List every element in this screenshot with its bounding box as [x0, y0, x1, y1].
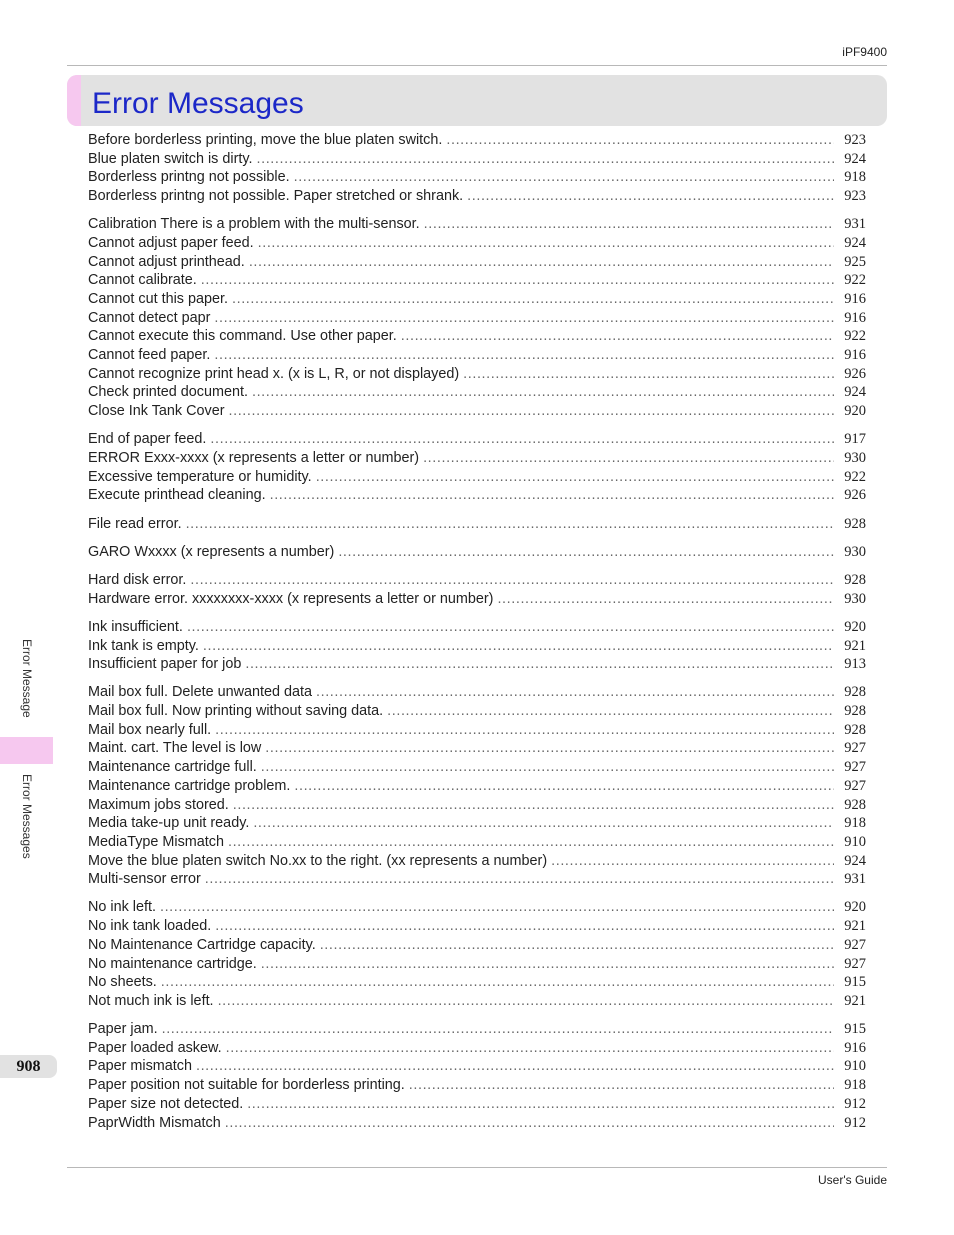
index-entry[interactable] — [88, 1039, 866, 1058]
dot-leader — [253, 814, 834, 833]
sidebar-section-marker — [0, 737, 53, 764]
dot-leader — [265, 739, 834, 758]
entry-page-number[interactable]: 921 — [844, 918, 866, 935]
entry-page-number[interactable]: 916 — [844, 291, 866, 307]
entry-label[interactable]: Paper jam. — [88, 1021, 158, 1038]
entry-label[interactable]: Check printed document. — [88, 384, 248, 401]
entry-label[interactable]: Cannot execute this command. Use other paper. — [88, 328, 397, 345]
entry-label[interactable]: Blue platen switch is dirty. — [88, 150, 253, 167]
dot-leader — [210, 430, 834, 449]
entry-label[interactable]: Ink tank is empty. — [88, 637, 199, 654]
dot-leader — [261, 758, 834, 777]
dot-leader — [205, 870, 834, 889]
entry-label[interactable]: No Maintenance Cartridge capacity. — [88, 936, 316, 953]
entry-label[interactable]: Excessive temperature or humidity. — [88, 468, 312, 485]
entry-label[interactable]: Mail box full. Now printing without saving data. — [88, 703, 384, 720]
dot-leader — [190, 571, 834, 590]
dot-leader — [423, 449, 834, 468]
index-entry[interactable] — [88, 402, 866, 421]
entry-page-number[interactable]: 927 — [844, 777, 866, 794]
index-entry[interactable] — [88, 1095, 866, 1114]
entry-page-number[interactable]: 912 — [844, 1114, 866, 1131]
entry-label[interactable]: Calibration There is a problem with the multi-sensor. — [88, 216, 420, 233]
entry-label[interactable]: Media take-up unit ready. — [88, 815, 250, 832]
index-entry[interactable] — [88, 346, 866, 365]
dot-leader — [196, 1057, 834, 1076]
entry-page-number[interactable]: 921 — [844, 992, 866, 1009]
index-entry[interactable] — [88, 683, 866, 702]
entry-page-number[interactable]: 922 — [844, 468, 866, 485]
entry-page-number[interactable]: 931 — [844, 216, 866, 233]
dot-leader — [252, 383, 834, 402]
entry-label[interactable]: Mail box full. Delete unwanted data — [88, 684, 312, 701]
dot-leader — [215, 721, 834, 740]
dot-leader — [338, 543, 834, 562]
entry-page-number[interactable]: 916 — [844, 1039, 866, 1056]
entry-page-number[interactable]: 918 — [844, 815, 866, 832]
index-entry[interactable] — [88, 383, 866, 402]
entry-page-number[interactable]: 918 — [844, 1077, 866, 1094]
entry-label[interactable]: MediaType Mismatch — [88, 833, 224, 850]
printer-model: iPF9400 — [842, 45, 887, 59]
index-entry[interactable] — [88, 833, 866, 852]
entry-label[interactable]: Maint. cart. The level is low — [88, 740, 262, 757]
entry-page-number[interactable]: 910 — [844, 833, 866, 850]
entry-label[interactable]: Hardware error. xxxxxxxx-xxxx (x represents a letter or number) — [88, 590, 494, 607]
dot-leader — [162, 1020, 834, 1039]
dot-leader — [446, 131, 834, 150]
dot-leader — [497, 590, 834, 609]
index-entry[interactable] — [88, 1020, 866, 1039]
index-entry[interactable] — [88, 917, 866, 936]
entry-label[interactable]: Cannot detect papr — [88, 309, 211, 326]
header-divider — [67, 65, 887, 66]
dot-leader — [294, 777, 834, 796]
index-group — [88, 898, 866, 1010]
index-entry[interactable] — [88, 234, 866, 253]
index-entry[interactable] — [88, 150, 866, 169]
entry-page-number[interactable]: 917 — [844, 431, 866, 448]
index-group — [88, 618, 866, 674]
index-entry[interactable] — [88, 365, 866, 384]
entry-label[interactable]: Cannot adjust paper feed. — [88, 234, 254, 251]
entry-label[interactable]: Maintenance cartridge problem. — [88, 777, 291, 794]
entry-page-number[interactable]: 922 — [844, 328, 866, 345]
entry-label[interactable]: No ink left. — [88, 899, 156, 916]
dot-leader — [214, 346, 834, 365]
index-entry[interactable] — [88, 721, 866, 740]
dot-leader — [551, 852, 834, 871]
index-entry[interactable] — [88, 309, 866, 328]
entry-label[interactable]: Before borderless printing, move the blue platen switch. — [88, 132, 443, 148]
index-entry[interactable] — [88, 131, 866, 150]
entry-page-number[interactable]: 930 — [844, 450, 866, 466]
entry-label[interactable]: GARO Wxxxx (x represents a number) — [88, 543, 335, 560]
entry-label[interactable]: File read error. — [88, 515, 182, 532]
dot-leader — [320, 936, 834, 955]
dot-leader — [201, 271, 834, 290]
entry-label[interactable]: No sheets. — [88, 974, 157, 991]
dot-leader — [294, 168, 834, 187]
index-entry[interactable] — [88, 271, 866, 290]
entry-page-number[interactable]: 927 — [844, 759, 866, 776]
index-entry[interactable] — [88, 758, 866, 777]
index-group — [88, 215, 866, 421]
index-entry[interactable] — [88, 870, 866, 889]
entry-page-number[interactable]: 930 — [844, 590, 866, 607]
entry-page-number[interactable]: 924 — [844, 852, 866, 869]
index-entry[interactable] — [88, 702, 866, 721]
entry-label[interactable]: No ink tank loaded. — [88, 918, 212, 935]
entry-label[interactable]: Execute printhead cleaning. — [88, 487, 266, 504]
entry-label[interactable]: Move the blue platen switch No.xx to the right. (xx represents a number) — [88, 852, 548, 869]
entry-label[interactable]: Borderless printng not possible. — [88, 169, 290, 186]
entry-label[interactable]: Paper position not suitable for borderless printing. — [88, 1077, 405, 1094]
index-entry[interactable] — [88, 936, 866, 955]
entry-label[interactable]: Paper size not detected. — [88, 1095, 244, 1112]
dot-leader — [218, 992, 834, 1011]
dot-leader — [232, 290, 834, 309]
index-entry[interactable] — [88, 486, 866, 505]
dot-leader — [249, 253, 834, 272]
entry-label[interactable]: Multi-sensor error — [88, 871, 201, 888]
index-entry[interactable] — [88, 655, 866, 674]
index-entry[interactable] — [88, 898, 866, 917]
entry-label[interactable]: ERROR Exxx-xxxx (x represents a letter or number) — [88, 450, 420, 466]
entry-page-number[interactable]: 920 — [844, 899, 866, 916]
entry-label[interactable]: Insufficient paper for job — [88, 656, 242, 673]
dot-leader — [214, 309, 834, 328]
entry-page-number[interactable]: 912 — [844, 1095, 866, 1112]
entry-page-number[interactable]: 924 — [844, 150, 866, 167]
index-entry[interactable] — [88, 468, 866, 487]
index-entry[interactable] — [88, 590, 866, 609]
dot-leader — [187, 618, 834, 637]
entry-label[interactable]: Cannot recognize print head x. (x is L, R, or not displayed) — [88, 365, 460, 382]
title-banner — [67, 75, 887, 126]
entry-page-number[interactable]: 922 — [844, 272, 866, 289]
index-entry[interactable] — [88, 973, 866, 992]
dot-leader — [257, 150, 835, 169]
entry-label[interactable]: Borderless printng not possible. Paper stretched or shrank. — [88, 188, 464, 205]
entry-page-number[interactable]: 913 — [844, 656, 866, 673]
entry-page-number[interactable]: 915 — [844, 974, 866, 991]
entry-label[interactable]: Paper loaded askew. — [88, 1039, 222, 1056]
entry-label[interactable]: Hard disk error. — [88, 571, 187, 588]
entry-page-number[interactable]: 931 — [844, 871, 866, 888]
entry-label[interactable]: Not much ink is left. — [88, 992, 214, 1009]
dot-leader — [424, 215, 834, 234]
entry-page-number[interactable]: 925 — [844, 253, 866, 270]
dot-leader — [316, 468, 834, 487]
index-entry[interactable] — [88, 168, 866, 187]
entry-page-number[interactable]: 920 — [844, 618, 866, 635]
dot-leader — [258, 234, 834, 253]
dot-leader — [270, 486, 834, 505]
index-entry[interactable] — [88, 215, 866, 234]
index-group — [88, 131, 866, 206]
dot-leader — [401, 327, 834, 346]
entry-page-number[interactable]: 928 — [844, 721, 866, 738]
entry-page-number[interactable]: 921 — [844, 637, 866, 654]
dot-leader — [160, 898, 834, 917]
dot-leader — [387, 702, 834, 721]
index-entry[interactable] — [88, 955, 866, 974]
index-entry[interactable] — [88, 253, 866, 272]
sidebar-section-label: Error Message — [20, 639, 34, 718]
entry-page-number[interactable]: 928 — [844, 571, 866, 588]
index-entry[interactable] — [88, 571, 866, 590]
sidebar-subsection-label: Error Messages — [20, 774, 34, 859]
footer-divider — [67, 1167, 887, 1168]
entry-label[interactable]: Maximum jobs stored. — [88, 796, 229, 813]
entry-page-number[interactable]: 928 — [844, 796, 866, 813]
dot-leader — [316, 683, 834, 702]
entry-page-number[interactable]: 916 — [844, 309, 866, 326]
index-entry[interactable] — [88, 852, 866, 871]
index-entry[interactable] — [88, 1114, 866, 1133]
entry-page-number[interactable]: 926 — [844, 365, 866, 382]
index-group — [88, 1020, 866, 1132]
dot-leader — [463, 365, 834, 384]
dot-leader — [215, 917, 834, 936]
entry-page-number[interactable]: 924 — [844, 234, 866, 251]
entry-page-number[interactable]: 927 — [844, 936, 866, 953]
entry-page-number[interactable]: 928 — [844, 684, 866, 701]
index-entry[interactable] — [88, 187, 866, 206]
index-entry[interactable] — [88, 327, 866, 346]
title-accent — [67, 75, 81, 126]
index-entry[interactable] — [88, 430, 866, 449]
entry-label[interactable]: Maintenance cartridge full. — [88, 759, 257, 776]
entry-label[interactable]: Mail box nearly full. — [88, 721, 212, 738]
index-entry[interactable] — [88, 814, 866, 833]
entry-page-number[interactable]: 927 — [844, 740, 866, 757]
entry-page-number[interactable]: 924 — [844, 384, 866, 401]
index-entry[interactable] — [88, 290, 866, 309]
index-group — [88, 543, 866, 562]
entry-label[interactable]: Cannot calibrate. — [88, 272, 197, 289]
dot-leader — [228, 833, 834, 852]
dot-leader — [409, 1076, 834, 1095]
dot-leader — [161, 973, 834, 992]
dot-leader — [233, 796, 834, 815]
entry-label[interactable]: Paper mismatch — [88, 1058, 192, 1075]
entry-label[interactable]: Ink insufficient. — [88, 618, 183, 635]
entry-page-number[interactable]: 910 — [844, 1058, 866, 1075]
index-entry[interactable] — [88, 543, 866, 562]
entry-label[interactable]: Cannot cut this paper. — [88, 291, 228, 307]
dot-leader — [186, 515, 834, 534]
entry-page-number[interactable]: 923 — [844, 188, 866, 205]
error-message-index — [88, 131, 866, 1142]
index-entry[interactable] — [88, 739, 866, 758]
index-group — [88, 430, 866, 505]
index-entry[interactable] — [88, 618, 866, 637]
entry-page-number[interactable]: 927 — [844, 955, 866, 972]
index-entry[interactable] — [88, 515, 866, 534]
entry-label[interactable]: No maintenance cartridge. — [88, 955, 257, 972]
page-number: 908 — [0, 1055, 57, 1078]
dot-leader — [225, 1114, 834, 1133]
entry-label[interactable]: Cannot adjust printhead. — [88, 253, 245, 270]
page-title: Error Messages — [92, 87, 304, 120]
entry-label[interactable]: Cannot feed paper. — [88, 347, 211, 364]
dot-leader — [203, 637, 834, 656]
index-entry[interactable] — [88, 992, 866, 1011]
entry-label[interactable]: Close Ink Tank Cover — [88, 403, 225, 420]
entry-label[interactable]: End of paper feed. — [88, 431, 207, 448]
index-entry[interactable] — [88, 637, 866, 656]
entry-page-number[interactable]: 928 — [844, 703, 866, 720]
index-entry[interactable] — [88, 1057, 866, 1076]
entry-page-number[interactable]: 918 — [844, 169, 866, 186]
index-entry[interactable] — [88, 796, 866, 815]
footer-text: User's Guide — [818, 1173, 887, 1187]
index-entry[interactable] — [88, 777, 866, 796]
dot-leader — [261, 955, 834, 974]
dot-leader — [467, 187, 834, 206]
entry-page-number[interactable]: 920 — [844, 403, 866, 420]
entry-page-number[interactable]: 923 — [844, 132, 866, 148]
entry-page-number[interactable]: 916 — [844, 347, 866, 364]
index-entry[interactable] — [88, 1076, 866, 1095]
index-entry[interactable] — [88, 449, 866, 468]
index-group — [88, 515, 866, 534]
dot-leader — [245, 655, 834, 674]
index-group — [88, 683, 866, 889]
entry-page-number[interactable]: 930 — [844, 543, 866, 560]
entry-page-number[interactable]: 926 — [844, 487, 866, 504]
entry-label[interactable]: PaprWidth Mismatch — [88, 1114, 221, 1131]
dot-leader — [247, 1095, 834, 1114]
dot-leader — [229, 402, 834, 421]
entry-page-number[interactable]: 915 — [844, 1021, 866, 1038]
dot-leader — [226, 1039, 834, 1058]
index-group — [88, 571, 866, 608]
entry-page-number[interactable]: 928 — [844, 515, 866, 532]
